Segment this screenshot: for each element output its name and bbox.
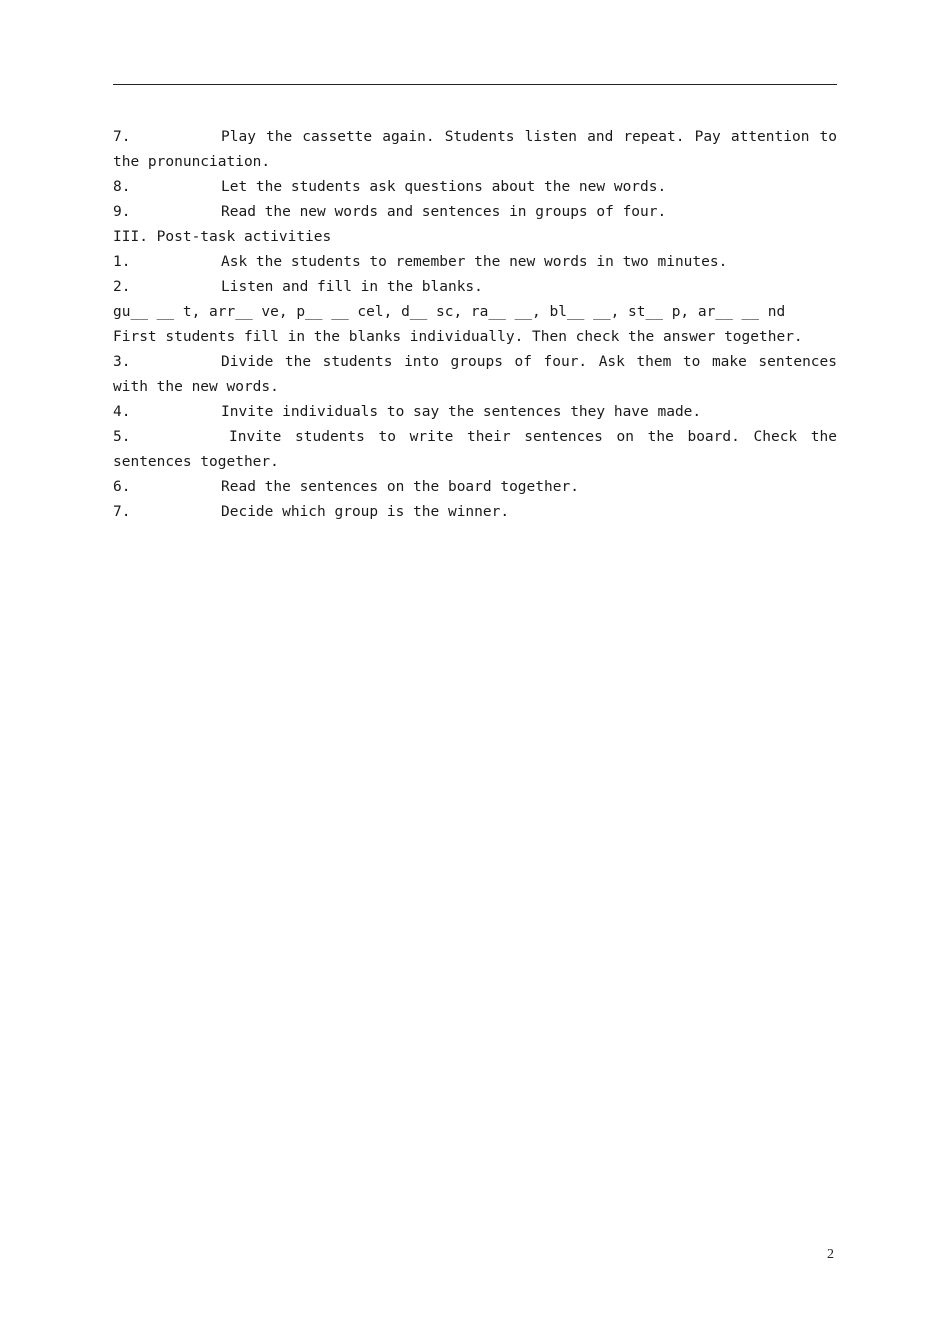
item-text: Listen and fill in the blanks. (221, 279, 483, 295)
item-text: Ask the students to remember the new words in two minutes. (221, 254, 728, 270)
page-number: 2 (827, 1247, 834, 1262)
item-number: 1. (113, 254, 131, 270)
item-number: 6. (113, 479, 131, 495)
list-item (113, 125, 837, 175)
item-number: 7. (113, 504, 131, 520)
item-number: 5. (113, 429, 131, 445)
item-text: Divide the students into groups of four. Ask them to make sentences with the new words. (113, 354, 837, 395)
header-rule (113, 84, 837, 85)
item-number: 9. (113, 204, 131, 220)
item-text: Read the sentences on the board together. (221, 479, 579, 495)
list-item (113, 400, 837, 425)
list-item (113, 275, 837, 300)
list-item (113, 500, 837, 525)
list-item (113, 475, 837, 500)
item-number: 3. (113, 354, 131, 370)
document-body (113, 125, 837, 525)
item-number: 8. (113, 179, 131, 195)
list-item (113, 425, 837, 475)
section-heading: III. Post-task activities (113, 229, 332, 245)
item-text: Read the new words and sentences in groups of four. (221, 204, 667, 220)
item-text: Invite individuals to say the sentences they have made. (221, 404, 702, 420)
list-item (113, 250, 837, 275)
item-number: 4. (113, 404, 131, 420)
item-number: 7. (113, 129, 131, 145)
item-text: Decide which group is the winner. (221, 504, 510, 520)
instruction-line: First students fill in the blanks individually. Then check the answer together. (113, 329, 803, 345)
list-item (113, 350, 837, 400)
item-text: Let the students ask questions about the new words. (221, 179, 667, 195)
fill-in-blanks-line: gu__ __ t, arr__ ve, p__ __ cel, d__ sc, ra__ __, bl__ __, st__ p, ar__ __ nd (113, 304, 786, 320)
item-text: Play the cassette again. Students listen and repeat. Pay attention to the pronunciation. (113, 129, 837, 170)
item-number: 2. (113, 279, 131, 295)
list-item (113, 200, 837, 225)
list-item (113, 175, 837, 200)
item-text: Invite students to write their sentences on the board. Check the sentences together. (113, 429, 837, 470)
